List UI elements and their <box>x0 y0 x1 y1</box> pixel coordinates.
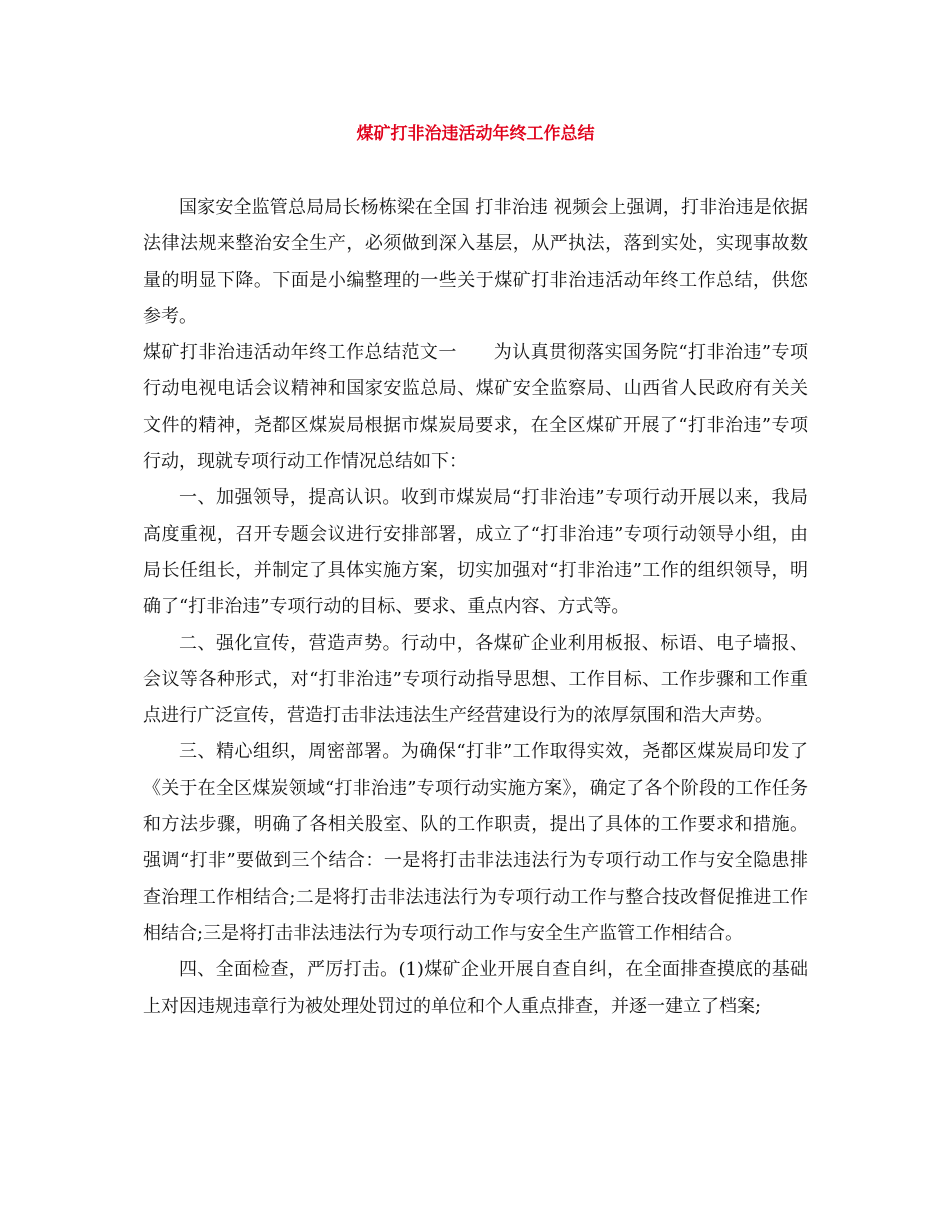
paragraph: 一、加强领导，提高认识。收到市煤炭局“打非治违”专项行动开展以来，我局高度重视，召开专题会议进行安排部署，成立了“打非治违”专项行动领导小组，由局长任组长，并制定了具体实施方案，切实加强对“打非治违”工作的组织领导，明确了“打非治违”专项行动的目标、要求、重点内容、方式等。 <box>143 487 808 618</box>
paragraph: 煤矿打非治违活动年终工作总结范文一 为认真贯彻落实国务院“打非治违”专项行动电视电话会议精神和国家安监总局、煤矿安全监察局、山西省人民政府有关关文件的精神，尧都区煤炭局根据市煤炭局要求，在全区煤矿开展了“打非治违”专项行动，现就专项行动工作情况总结如下： <box>143 342 808 473</box>
paragraph: 三、精心组织，周密部署。为确保“打非”工作取得实效，尧都区煤炭局印发了《关于在全区煤炭领域“打非治违”专项行动实施方案》，确定了各个阶段的工作任务和方法步骤，明确了各相关股室、队的工作职责，提出了具体的工作要求和措施。强调“打非”要做到三个结合：一是将打击非法违法行为专项行动工作与安全隐患排查治理工作相结合;二是将打击非法违法行为专项行动工作与整合技改督促推进工作相结合;三是将打击非法违法行为专项行动工作与安全生产监管工作相结合。 <box>143 741 808 944</box>
document-title: 煤矿打非治违活动年终工作总结 <box>356 124 595 144</box>
paragraph: 国家安全监管总局局长杨栋梁在全国 打非治违 视频会上强调，打非治违是依据法律法规来整治安全生产，必须做到深入基层，从严执法，落到实处，实现事故数量的明显下降。下面是小编整理的一些关于煤矿打非治违活动年终工作总结，供您参考。 <box>143 197 808 327</box>
paragraph: 四、全面检查，严厉打击。(1)煤矿企业开展自查自纠，在全面排查摸底的基础上对因违规违章行为被处理处罚过的单位和个人重点排查，并逐一建立了档案; <box>143 959 808 1017</box>
paragraph: 二、强化宣传，营造声势。行动中，各煤矿企业利用板报、标语、电子墙报、会议等各种形式，对“打非治违”专项行动指导思想、工作目标、工作步骤和工作重点进行广泛宣传，营造打击非法违法生产经营建设行为的浓厚氛围和浩大声势。 <box>143 632 808 727</box>
document-body <box>143 190 808 1025</box>
